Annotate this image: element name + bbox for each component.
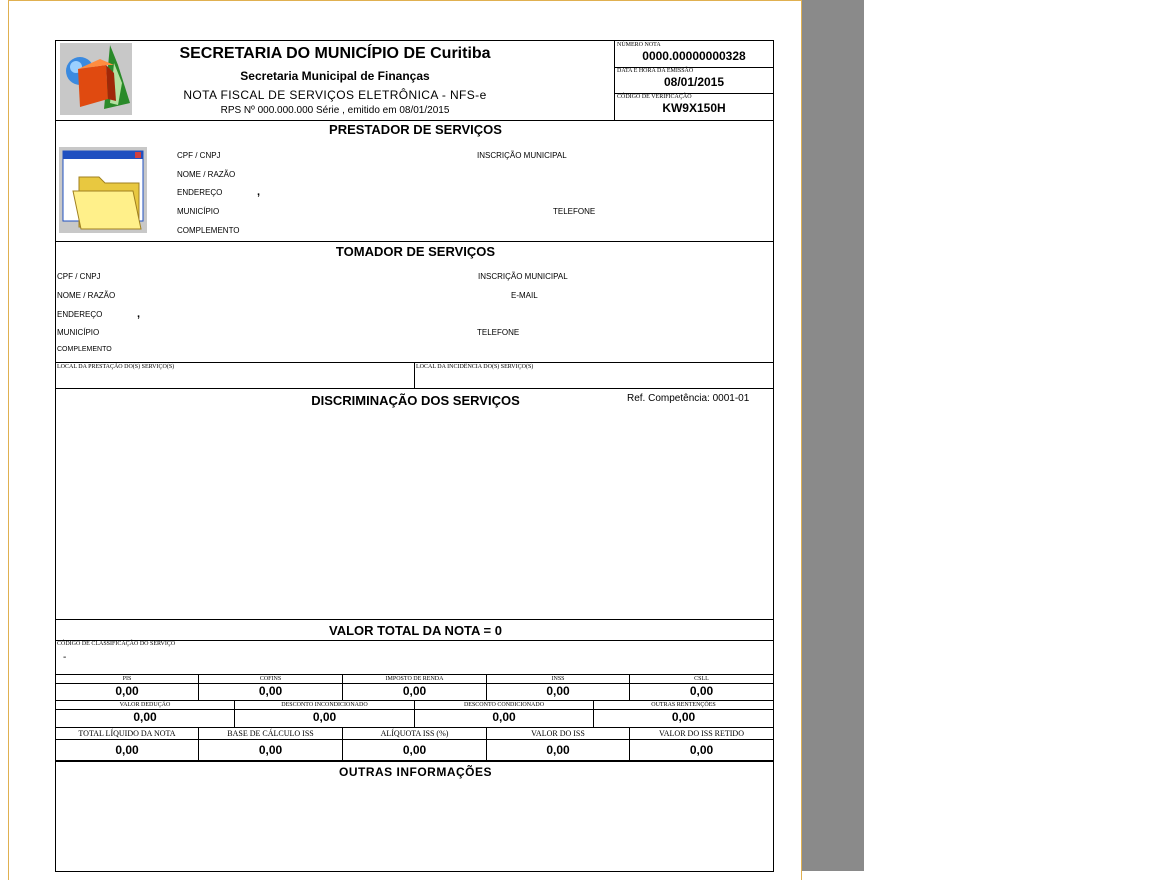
prestador-logo xyxy=(59,147,147,233)
prestador-cpf-cnpj-label: CPF / CNPJ xyxy=(177,151,221,160)
tomador-email-label: E-MAIL xyxy=(511,291,538,300)
tax-label: ALÍQUOTA ISS (%) xyxy=(343,728,486,740)
tax-value: 0,00 xyxy=(492,710,516,724)
tax-value: 0,00 xyxy=(133,710,157,724)
tax-cell-total-liquido xyxy=(56,728,199,760)
tax-cell-desconto-incondicionado xyxy=(235,701,415,727)
tax-value: 0,00 xyxy=(115,684,139,698)
tomador-inscricao-label: INSCRIÇÃO MUNICIPAL xyxy=(478,272,568,281)
tax-value: 0,00 xyxy=(546,743,570,757)
tax-cell-base-calculo xyxy=(199,728,343,760)
taxes-row-1 xyxy=(56,675,775,700)
local-bottom-line xyxy=(56,388,773,389)
tax-label: COFINS xyxy=(199,675,342,684)
discriminacao-bottom-line xyxy=(56,619,773,620)
tax-label: VALOR DEDUÇÃO xyxy=(56,701,234,710)
tax-label: VALOR DO ISS xyxy=(487,728,629,740)
header-bottom-line xyxy=(56,120,773,121)
tomador-complemento-label: COMPLEMENTO xyxy=(57,346,112,353)
tax-cell-csll xyxy=(630,675,773,700)
taxes-row-3-bottom-line xyxy=(56,760,773,762)
data-emissao-label: DATA E HORA DA EMISSÃO xyxy=(617,68,694,74)
discriminacao-title: DISCRIMINAÇÃO DOS SERVIÇOS xyxy=(311,393,520,408)
tax-label: INSS xyxy=(487,675,629,684)
outras-informacoes-title: OUTRAS INFORMAÇÕES xyxy=(339,765,492,779)
department-name: Secretaria Municipal de Finanças xyxy=(240,69,430,83)
document-type: NOTA FISCAL DE SERVIÇOS ELETRÔNICA - NFS-e xyxy=(183,88,487,102)
tax-label: BASE DE CÁLCULO ISS xyxy=(199,728,342,740)
prestador-endereco-label: ENDEREÇO xyxy=(177,188,223,197)
tax-value: 0,00 xyxy=(312,710,337,724)
tax-label: IMPOSTO DE RENDA xyxy=(343,675,486,684)
codigo-verificacao-box xyxy=(615,93,773,120)
numero-nota-box xyxy=(615,41,773,68)
tax-cell-cofins xyxy=(199,675,343,700)
tax-cell-valor-iss-retido xyxy=(630,728,773,760)
prestador-inscricao-label: INSCRIÇÃO MUNICIPAL xyxy=(477,151,567,160)
local-prestacao-label: LOCAL DA PRESTAÇÃO DO(S) SERVIÇO(S) xyxy=(57,364,175,370)
document-page xyxy=(8,0,802,880)
tomador-endereco-label: ENDEREÇO xyxy=(57,310,103,319)
taxes-row-3 xyxy=(56,728,775,760)
tax-label: DESCONTO INCONDICIONADO xyxy=(235,701,414,710)
prestador-nome-label: NOME / RAZÃO xyxy=(177,170,236,179)
taxes-row-2 xyxy=(56,701,775,727)
tax-label: TOTAL LÍQUIDO DA NOTA xyxy=(56,728,198,740)
prestador-municipio-label: MUNICÍPIO xyxy=(177,207,220,216)
tax-label: DESCONTO CONDICIONADO xyxy=(415,701,593,710)
classificacao-label: CÓDIGO DE CLASSIFICAÇÃO DO SERVIÇO xyxy=(57,641,176,647)
tax-value: 0,00 xyxy=(402,684,427,698)
rps-line: RPS Nº 000.000.000 Série , emitido em 08/01/2015 xyxy=(220,105,450,116)
tomador-telefone-label: TELEFONE xyxy=(477,328,520,337)
nfse-invoice xyxy=(55,40,774,872)
tax-label: VALOR DO ISS RETIDO xyxy=(630,728,773,740)
viewer-left-margin xyxy=(0,0,8,871)
tax-cell-aliquota-iss xyxy=(343,728,487,760)
classificacao-value: - xyxy=(63,652,67,663)
tax-label: OUTRAS RENTENÇÕES xyxy=(594,701,773,710)
data-emissao-box xyxy=(615,67,773,94)
tomador-cpf-cnpj-label: CPF / CNPJ xyxy=(57,272,101,281)
tomador-nome-label: NOME / RAZÃO xyxy=(57,291,116,300)
codigo-verificacao-value: KW9X150H xyxy=(662,101,726,115)
valor-total: VALOR TOTAL DA NOTA = 0 xyxy=(329,623,502,638)
tax-cell-imposto-renda xyxy=(343,675,487,700)
tax-value: 0,00 xyxy=(689,684,714,698)
local-divider xyxy=(414,362,415,388)
tax-value: 0,00 xyxy=(258,743,283,757)
tax-label: CSLL xyxy=(630,675,773,684)
tax-cell-valor-deducao xyxy=(56,701,235,727)
tax-value: 0,00 xyxy=(402,743,427,757)
numero-nota-value: 0000.00000000328 xyxy=(642,49,746,63)
tax-value: 0,00 xyxy=(115,743,139,757)
data-emissao-value: 08/01/2015 xyxy=(663,75,725,89)
tax-value: 0,00 xyxy=(689,743,714,757)
tax-cell-inss xyxy=(487,675,630,700)
tax-cell-valor-iss xyxy=(487,728,630,760)
prestador-telefone-label: TELEFONE xyxy=(553,207,596,216)
folder-window-icon xyxy=(59,147,147,233)
prestador-section-title: PRESTADOR DE SERVIÇOS xyxy=(329,122,502,137)
prestador-complemento-label: COMPLEMENTO xyxy=(177,226,240,235)
tax-value: 0,00 xyxy=(546,684,570,698)
tomador-municipio-label: MUNICÍPIO xyxy=(57,328,100,337)
tax-cell-outras-retencoes xyxy=(594,701,773,727)
codigo-verificacao-label: CÓDIGO DE VERIFICAÇÃO xyxy=(617,94,692,100)
tomador-endereco-value: , xyxy=(137,308,141,320)
local-incidencia-label: LOCAL DA INCIDÊNCIA DO(S) SERVIÇO(S) xyxy=(416,364,534,370)
tax-cell-desconto-condicionado xyxy=(415,701,594,727)
prestador-endereco-value: , xyxy=(257,186,261,198)
tax-cell-pis xyxy=(56,675,199,700)
tax-label: PIS xyxy=(56,675,198,684)
municipality-title: SECRETARIA DO MUNICÍPIO DE Curitiba xyxy=(179,45,491,62)
tomador-section-title: TOMADOR DE SERVIÇOS xyxy=(335,244,496,259)
tax-value: 0,00 xyxy=(671,710,696,724)
competencia-ref: Ref. Competência: 0001-01 xyxy=(627,393,750,404)
prestador-bottom-line xyxy=(56,241,773,242)
tax-value: 0,00 xyxy=(258,684,283,698)
numero-nota-label: NÚMERO NOTA xyxy=(617,42,661,48)
